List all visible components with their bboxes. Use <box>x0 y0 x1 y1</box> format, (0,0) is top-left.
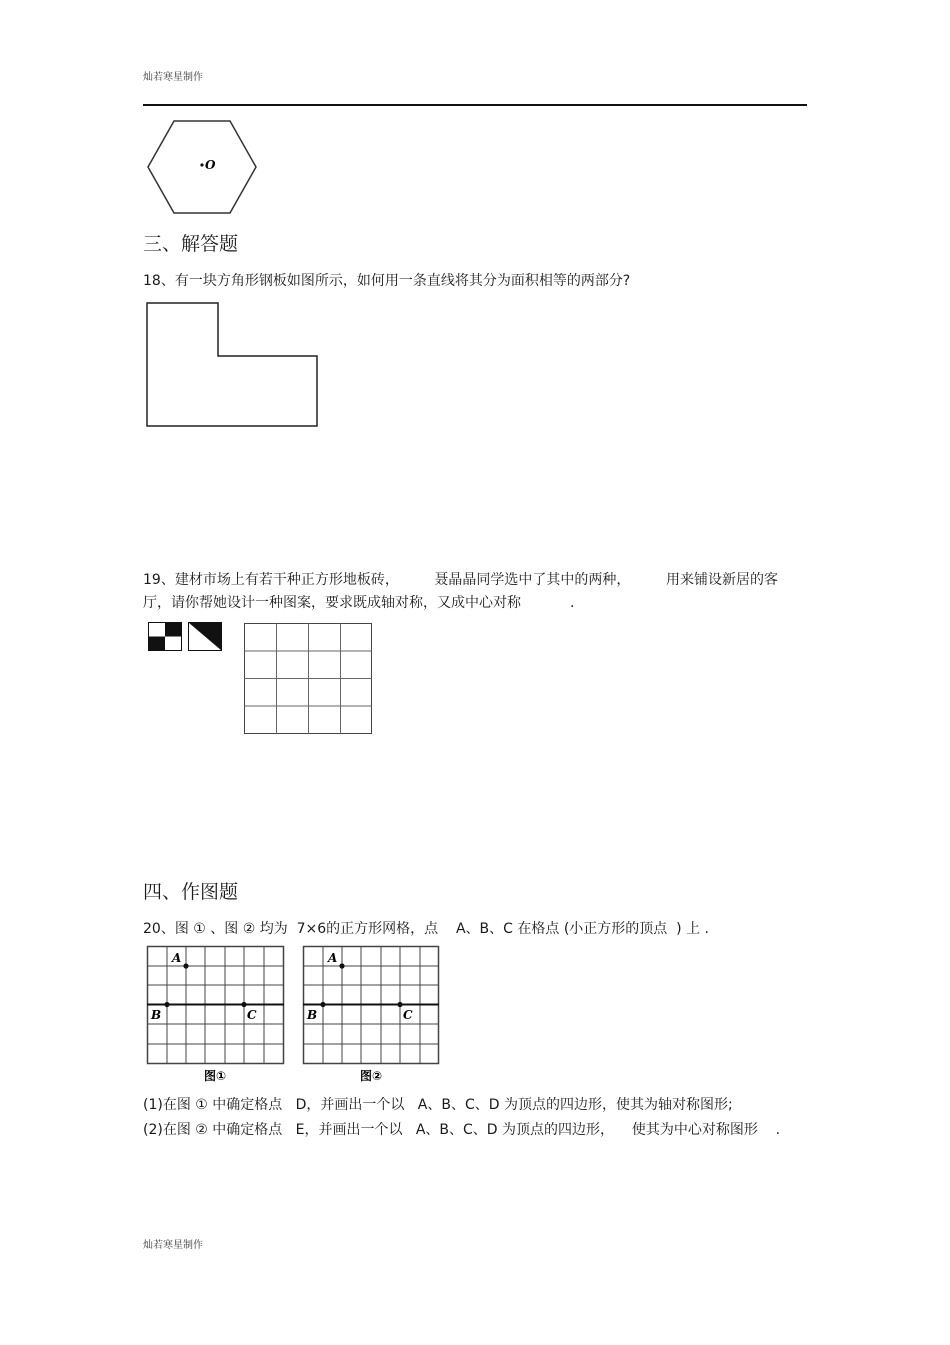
tile-diagonal <box>188 622 222 651</box>
page-header: 灿若寒星制作 <box>143 72 203 83</box>
point-b-label: B <box>307 1008 318 1022</box>
design-grid-4x4 <box>244 623 374 735</box>
point-a-label: A <box>328 951 338 965</box>
figure-1-caption: 图① <box>204 1069 227 1083</box>
question-19-line2: 厅，请你帮她设计一种图案，要求既成轴对称，又成中心对称 . <box>143 595 575 611</box>
point-a-label: A <box>172 951 182 965</box>
grid-figure-1 <box>147 946 287 1086</box>
section-title: 三、解答题 <box>143 233 239 255</box>
hexagon-figure <box>146 120 258 214</box>
l-shaped-plate-figure <box>146 302 320 428</box>
grid-figure-2 <box>303 946 443 1086</box>
hexagon-center-label: O <box>205 158 216 172</box>
figure-2-caption: 图② <box>360 1069 383 1083</box>
question-20-part-2: (2)在图 ② 中确定格点 E，并画出一个以 A、B、C、D 为顶点的四边形， 使其为中心对称图形 . <box>143 1122 781 1138</box>
point-c-label: C <box>247 1008 257 1022</box>
question-18: 18、有一块方角形钢板如图所示，如何用一条直线将其分为面积相等的两部分? <box>143 273 631 289</box>
page-footer: 灿若寒星制作 <box>143 1240 203 1251</box>
question-19-line1: 19、建材市场上有若干种正方形地板砖， 聂晶晶同学选中了其中的两种， 用来铺设新居的客 <box>143 572 779 588</box>
header-rule <box>143 104 807 106</box>
point-c-label: C <box>403 1008 413 1022</box>
section-title: 四、作图题 <box>143 881 239 903</box>
question-20: 20、图 ① 、图 ② 均为 7×6的正方形网格，点 A、B、C 在格点 (小正方形的顶点 ) 上 . <box>143 921 709 937</box>
tile-checkered <box>148 622 182 651</box>
point-b-label: B <box>151 1008 162 1022</box>
question-20-part-1: (1)在图 ① 中确定格点 D，并画出一个以 A、B、C、D 为顶点的四边形，使其为轴对称图形; <box>143 1097 733 1113</box>
